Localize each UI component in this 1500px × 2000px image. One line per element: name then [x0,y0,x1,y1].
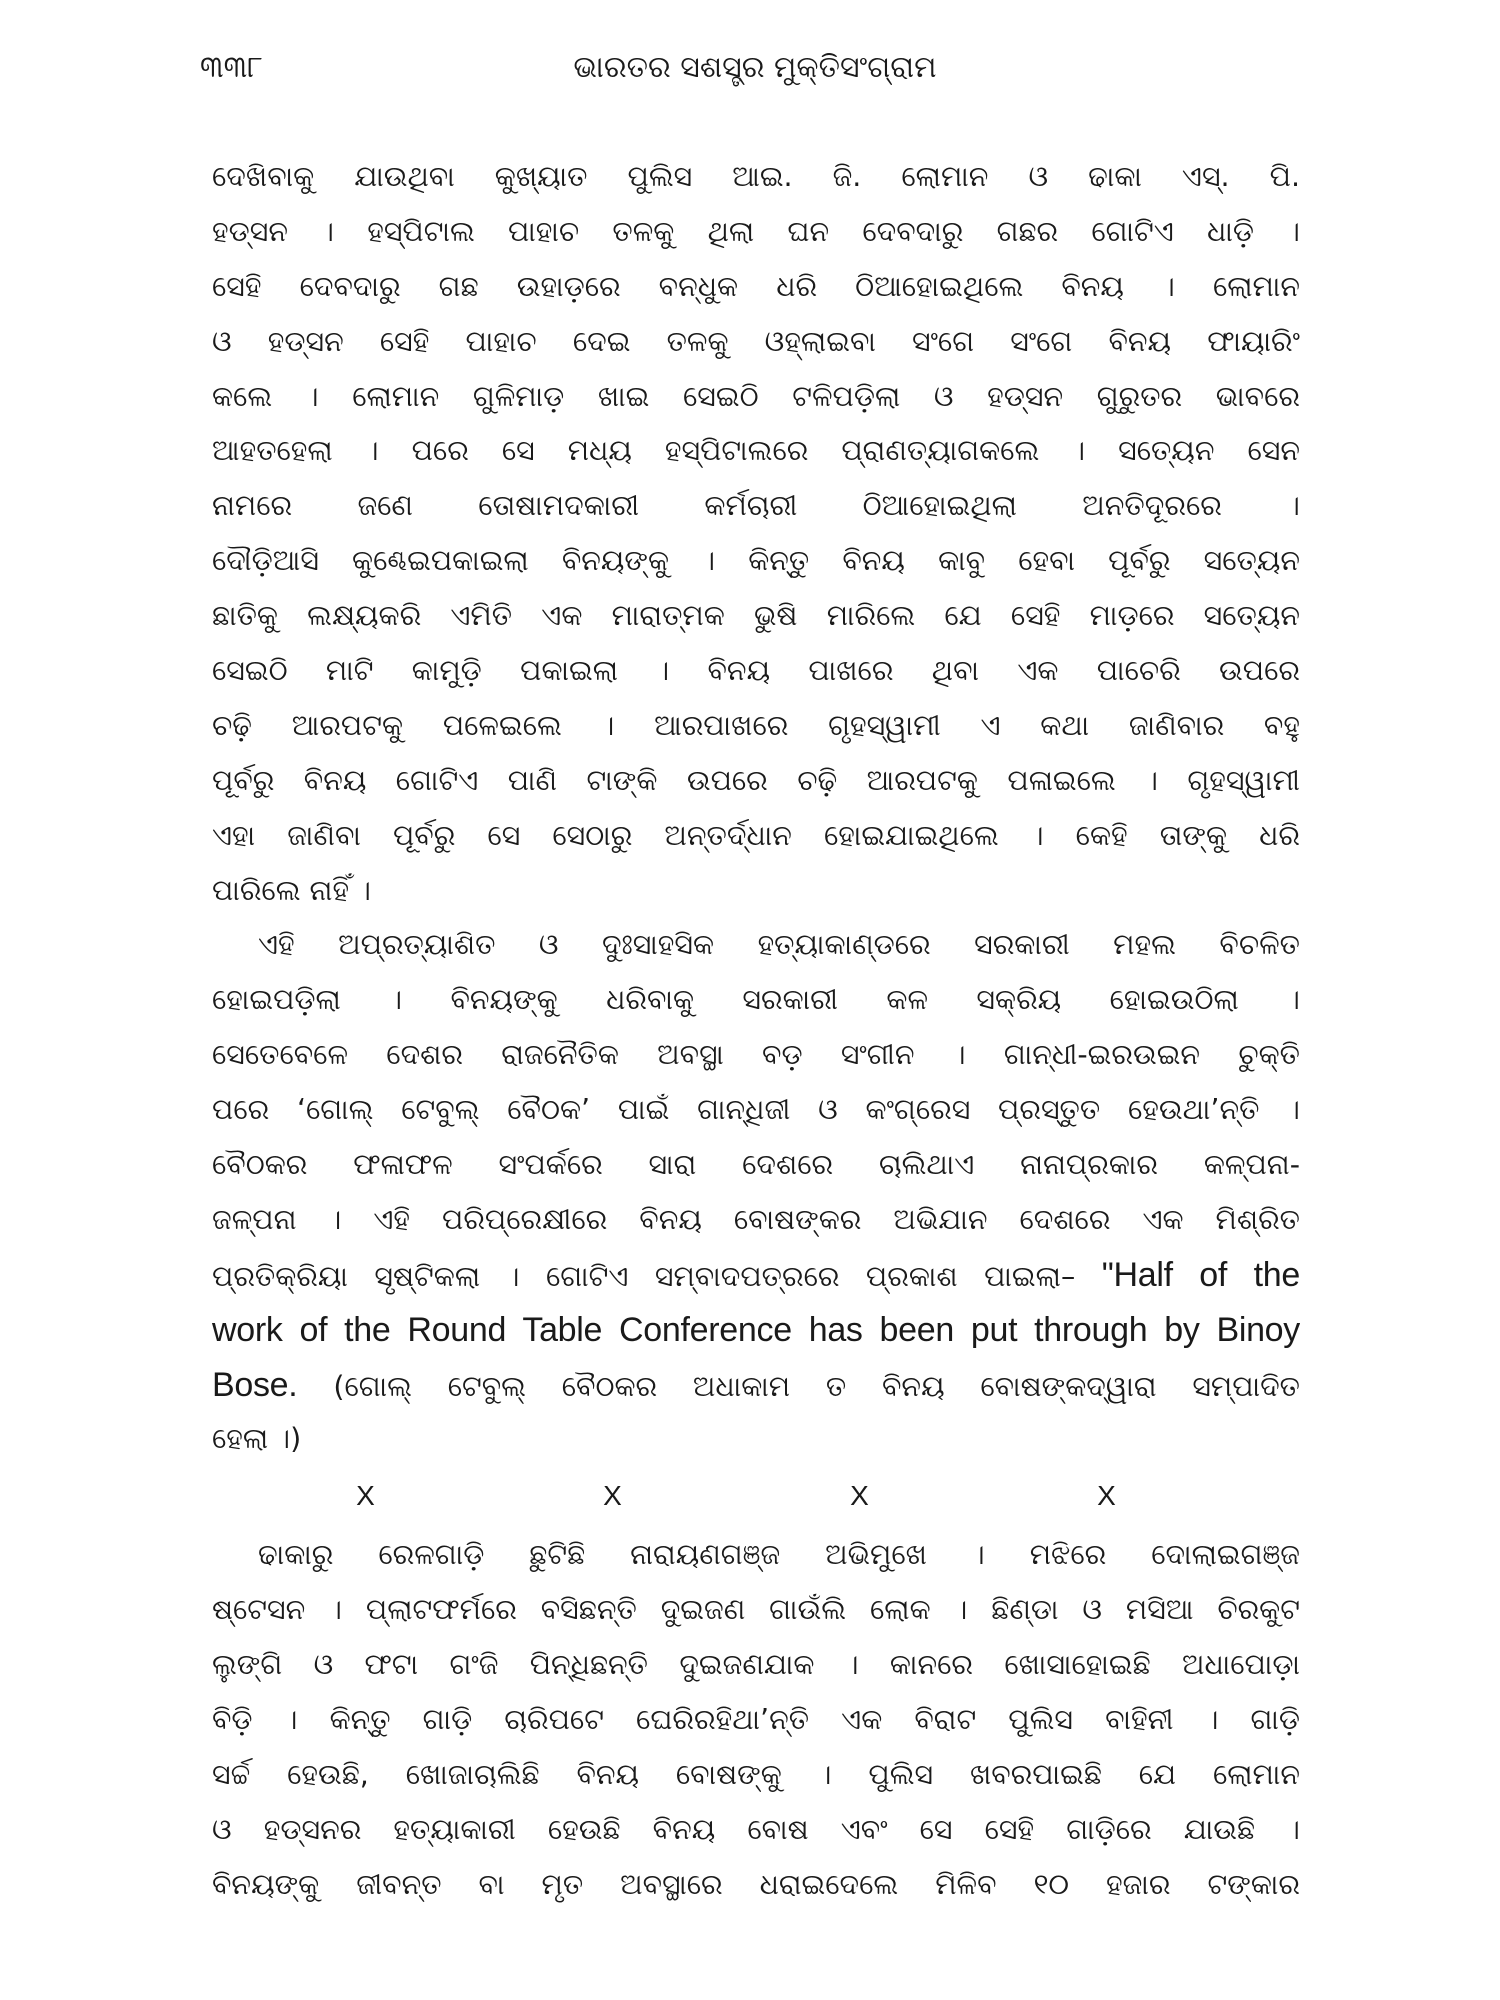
text-line: ଛାତିକୁ ଲକ୍ଷ୍ୟକରି ଏମିତି ଏକ ମାରାତ୍ମକ ଭୁଷି ମାରିଲେ ଯେ ସେହି ମାଡ଼ରେ ସତ୍ୟେନ [212,599,1300,633]
text-line: ହେଲା ।) [212,1422,302,1456]
paragraph [212,1528,1300,1912]
text-line: ସେଇଠି ମାଟି କାମୁଡ଼ି ପକାଇଲା । ବିନୟ ପାଖରେ ଥିବା ଏକ ପାଚେରି ଉପରେ [212,654,1300,688]
text-line: କଲେ । ଲୋମାନ ଗୁଳିମାଡ଼ ଖାଇ ସେଇଠି ଟଳିପଡ଼ିଲା ଓ ହଡ୍‌ସନ ଗୁରୁତର ଭାବରେ [212,379,1300,413]
paragraph [212,918,1300,1467]
text-line: ଓ ହଡ୍‌ସନ ସେହି ପାହାଚ ଦେଇ ତଳକୁ ଓହ୍ଲାଇବା ସଂଗେ ସଂଗେ ବିନୟ ଫାୟାରିଂ [212,324,1300,358]
text-line: ଆହତହେଲା । ପରେ ସେ ମଧ୍ୟ ହସ୍‌ପିଟାଲରେ ପ୍ରାଣତ୍ୟାଗକଲେ । ସତ୍ୟେନ ସେନ [212,434,1300,468]
english-quote-line: work of the Round Table Conference has been put through by Binoy [212,1310,1300,1349]
text-line: ସେତେବେଳେ ଦେଶର ରାଜନୈତିକ ଅବସ୍ଥା ବଡ଼ ସଂଗୀନ । ଗାନ୍ଧୀ-ଇରଉଇନ ଚୁକ୍ତି [212,1038,1300,1072]
text-line: ବିଡ଼ି । କିନ୍ତୁ ଗାଡ଼ି ଚାରିପଟେ ଘେରିରହିଥା’ନ୍ତି ଏକ ବିରାଟ ପୁଲିସ ବାହିନୀ । ଗାଡ଼ି [212,1702,1300,1736]
text-line: ଜଳ୍ପନା । ଏହି ପରିପ୍ରେକ୍ଷୀରେ ବିନୟ ବୋଷଙ୍କର ଅଭିଯାନ ଦେଶରେ ଏକ ମିଶ୍ରିତ [212,1202,1300,1236]
text-line: ସର୍ଚ୍ଚ ହେଉଛି, ଖୋଜାଚାଲିଛି ବିନୟ ବୋଷଙ୍କୁ । ପୁଲିସ ଖବରପାଇଛି ଯେ ଲୋମାନ [212,1757,1300,1791]
text-line: ଷ୍ଟେସନ । ପ୍ଲାଟଫର୍ମରେ ବସିଛନ୍ତି ଦୁଇଜଣ ଗାଉଁଲି ଲୋକ । ଛିଣ୍ଡା ଓ ମସିଆ ଚିରକୁଟ [212,1593,1300,1627]
text-line: ଢାକାରୁ ରେଳଗାଡ଼ି ଛୁଟିଛି ନାରାୟଣଗଞ୍ଜ ଅଭିମୁଖେ । ମଝିରେ ଦୋଲାଇଗଞ୍ଜ [258,1538,1300,1572]
text-line: ପୂର୍ବରୁ ବିନୟ ଗୋଟିଏ ପାଣି ଟାଙ୍କି ଉପରେ ଚଢ଼ି ଆରପଟକୁ ପଳାଇଲେ । ଗୃହସ୍ୱାମୀ [212,763,1300,797]
section-separator [212,1469,1300,1524]
separator-mark: X [1097,1480,1116,1512]
paragraph [212,150,1300,918]
text-line: ଓ ହଡ୍‌ସନର ହତ୍ୟାକାରୀ ହେଉଛି ବିନୟ ବୋଷ ଏବଂ ସେ ସେହି ଗାଡ଼ିରେ ଯାଉଛି । [212,1812,1300,1846]
text-line: ବୈଠକର ଫଳାଫଳ ସଂପର୍କରେ ସାରା ଦେଶରେ ଚାଲିଥାଏ ନାନାପ୍ରକାର କଳ୍ପନା- [212,1148,1300,1182]
running-title: ଭାରତର ସଶସ୍ତ୍ର ମୁକ୍ତିସଂଗ୍ରାମ [573,50,937,85]
text-line: ଏହା ଜାଣିବା ପୂର୍ବରୁ ସେ ସେଠାରୁ ଅନ୍ତର୍ଦ୍ଧାନ ହୋଇଯାଇଥିଲେ । କେହି ତାଙ୍କୁ ଧରି [212,818,1300,852]
text-line: ନାମରେ ଜଣେ ତୋଷାମଦକାରୀ କର୍ମଚାରୀ ଠିଆହୋଇଥିଲା ଅନତିଦୂରରେ । [212,489,1300,523]
odia-run: ପ୍ରତିକ୍ରିୟା ସୃଷ୍ଟିକଲା । ଗୋଟିଏ ସମ୍ବାଦପତ୍ରରେ ପ୍ରକାଶ ପାଇଲା– [212,1259,1102,1293]
text-line: ଲୁଙ୍ଗି ଓ ଫଟା ଗଂଜି ପିନ୍ଧିଛନ୍ତି ଦୁଇଜଣଯାକ । କାନରେ ଖୋସାହୋଇଛି ଅଧାପୋଡ଼ା [212,1648,1300,1682]
english-quote-run: Bose. [212,1365,334,1404]
text-line: ଏହି ଅପ୍ରତ୍ୟାଶିତ ଓ ଦୁଃସାହସିକ ହତ୍ୟାକାଣ୍ଡରେ ସରକାରୀ ମହଲ ବିଚଳିତ [258,928,1300,962]
text-line: ଦୌଡ଼ିଆସି କୁଣ୍ଢେଇପକାଇଲା ବିନୟଙ୍କୁ । କିନ୍ତୁ ବିନୟ କାବୁ ହେବା ପୂର୍ବରୁ ସତ୍ୟେନ [212,544,1300,578]
separator-mark: X [603,1480,622,1512]
separator-mark: X [356,1480,375,1512]
text-line: ହଡ୍‌ସନ । ହସ୍‌ପିଟାଲ ପାହାଚ ତଳକୁ ଥିଲା ଘନ ଦେବଦାରୁ ଗଛର ଗୋଟିଏ ଧାଡ଼ି । [212,214,1300,248]
text-line: ସେହି ଦେବଦାରୁ ଗଛ ଉହାଡ଼ରେ ବନ୍ଧୁକ ଧରି ଠିଆହୋଇଥିଲେ ବିନୟ । ଲୋମାନ [212,269,1300,303]
text-line: ପାରିଲେ ନାହିଁ । [212,873,371,907]
english-quote-run: "Half of the [1101,1255,1300,1294]
text-line-mixed [212,1358,1300,1413]
text-line: ଚଢ଼ି ଆରପଟକୁ ପଳେଇଲେ । ଆରପାଖରେ ଗୃହସ୍ୱାମୀ ଏ କଥା ଜାଣିବାର ବହୁ [212,708,1300,742]
page-body [212,150,1300,1913]
text-line: ହୋଇପଡ଼ିଲା । ବିନୟଙ୍କୁ ଧରିବାକୁ ସରକାରୀ କଳ ସକ୍ରିୟ ହୋଇଉଠିଲା । [212,983,1300,1017]
text-line: ବିନୟଙ୍କୁ ଜୀବନ୍ତ ବା ମୃତ ଅବସ୍ଥାରେ ଧରାଇଦେଲେ ମିଳିବ ୧୦ ହଜାର ଟଙ୍କାର [212,1867,1300,1901]
page-header [200,44,1310,92]
text-line: ଦେଖିବାକୁ ଯାଉଥିବା କୁଖ୍ୟାତ ପୁଲିସ ଆଇ. ଜି. ଲୋମାନ ଓ ଢାକା ଏସ୍. ପି. [212,160,1300,193]
odia-run: (ଗୋଲ୍ ଟେବୁଲ୍ ବୈଠକର ଅଧାକାମ ତ ବିନୟ ବୋଷଙ୍କଦ୍ୱାରା ସମ୍ପାଦିତ [333,1369,1300,1403]
text-line-mixed [212,1248,1300,1303]
text-line: ପରେ ‘ଗୋଲ୍ ଟେବୁଲ୍ ବୈଠକ’ ପାଇଁ ଗାନ୍ଧିଜୀ ଓ କଂଗ୍ରେସ ପ୍ରସ୍ତୁତ ହେଉଥା’ନ୍ତି । [212,1093,1300,1127]
separator-mark: X [850,1480,869,1512]
page-number: ୩୩୮ [200,50,263,85]
